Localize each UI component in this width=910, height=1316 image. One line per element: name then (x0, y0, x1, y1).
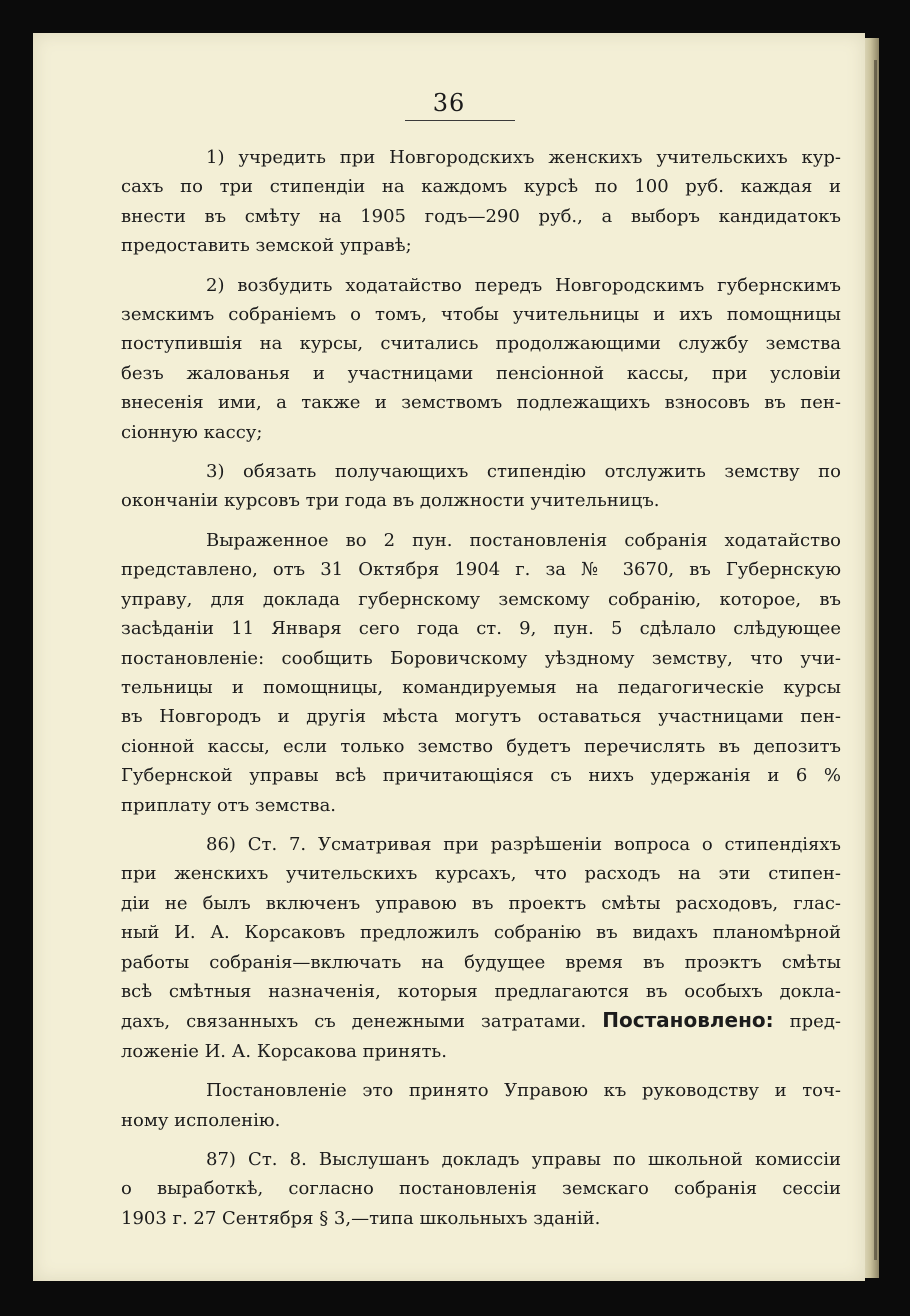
text-line: работы собранія—включать на будущее время въ проэктъ смѣты (121, 951, 841, 973)
paragraph-4 (121, 526, 841, 820)
text-line: постановленіе: сообщить Боровичскому уѣздному земству, что учи- (121, 647, 841, 669)
text-line: внесенія ими, а также и земствомъ подлежащихъ взносовъ въ пен- (121, 392, 841, 414)
text-line: ложеніе И. А. Корсакова принять. (121, 1040, 447, 1062)
text-line: приплату отъ земства. (121, 794, 337, 816)
text-line: тельницы и помощницы, командируемыя на педагогическіе курсы (121, 676, 841, 698)
text-line: окончаніи курсовъ три года въ должности учительницъ. (121, 490, 660, 512)
text-line: поступившія на курсы, считались продолжающими службу земства (121, 333, 841, 355)
text-line: 2) возбудить ходатайство передъ Новгородскимъ губернскимъ (206, 274, 841, 296)
text-line: сахъ по три стипендіи на каждомъ курсѣ по 100 руб. каждая и (121, 176, 841, 198)
text-line: Постановленіе это принято Управою къ руководству и точ- (206, 1080, 841, 1102)
text-line: Губернской управы всѣ причитающіяся съ нихъ удержанія и 6 % (121, 765, 841, 787)
paragraph-3 (121, 457, 841, 516)
text-line-with-resolution (121, 1006, 841, 1036)
paragraph-5 (121, 830, 841, 1066)
body-text (121, 143, 841, 1243)
text-line: 3) обязать получающихъ стипендію отслужить земству по (206, 461, 841, 483)
text-line: Выраженное во 2 пун. постановленія собранія ходатайство (206, 529, 841, 551)
text-line: въ Новгородъ и другія мѣста могутъ оставаться участницами пен- (121, 706, 841, 728)
text-line: земскимъ собраніемъ о томъ, чтобы учительницы и ихъ помощницы (121, 304, 841, 326)
text-line: о выработкѣ, согласно постановленія земскаго собранія сессіи (121, 1178, 841, 1200)
text-line: управу, для доклада губернскому земскому собранію, которое, въ (121, 588, 841, 610)
text-line: всѣ смѣтныя назначенія, которыя предлагаются въ особыхъ докла- (121, 980, 841, 1002)
paragraph-2 (121, 271, 841, 447)
paragraph-1 (121, 143, 841, 261)
page-number: 36 (432, 89, 466, 117)
paragraph-6 (121, 1076, 841, 1135)
text-line: внести въ смѣту на 1905 годъ—290 руб., а выборъ кандидатокъ (121, 205, 841, 227)
page-number-rule (405, 120, 515, 121)
text-line: при женскихъ учительскихъ курсахъ, что расходъ на эти стипен- (121, 863, 841, 885)
page-edge-shadow (874, 60, 877, 1260)
text-line: ный И. А. Корсаковъ предложилъ собранію въ видахъ планомѣрной (121, 922, 841, 944)
text-line: ному исполенію. (121, 1109, 281, 1131)
resolution-lead-text: дахъ, связанныхъ съ денежными затратами. (121, 1011, 603, 1033)
document-page (33, 33, 865, 1281)
text-line: 86) Ст. 7. Усматривая при разрѣшеніи вопроса о стипендіяхъ (206, 833, 841, 855)
resolution-trail-text: пред- (773, 1011, 841, 1033)
text-line: 87) Ст. 8. Выслушанъ докладъ управы по школьной комиссіи (206, 1149, 841, 1170)
paragraph-7 (121, 1145, 841, 1233)
text-line: сіонную кассу; (121, 421, 263, 443)
text-line: діи не былъ включенъ управою въ проектъ смѣты расходовъ, глас- (121, 892, 841, 914)
text-line: представлено, отъ 31 Октября 1904 г. за № 3670, въ Губернскую (121, 559, 841, 581)
text-line: засѣданіи 11 Января сего года ст. 9, пун. 5 сдѣлало слѣдующее (121, 618, 841, 640)
text-line: безъ жалованья и участницами пенсіонной кассы, при условіи (121, 362, 841, 384)
text-line: 1903 г. 27 Сентября § 3,—типа школьныхъ зданій. (121, 1207, 601, 1229)
text-line: 1) учредить при Новгородскихъ женскихъ учительскихъ кур- (206, 147, 841, 168)
text-line: предоставить земской управѣ; (121, 235, 412, 257)
text-line: сіонной кассы, если только земство будетъ перечислять въ депозитъ (121, 735, 841, 757)
resolution-keyword: Постановлено: (602, 1008, 774, 1033)
